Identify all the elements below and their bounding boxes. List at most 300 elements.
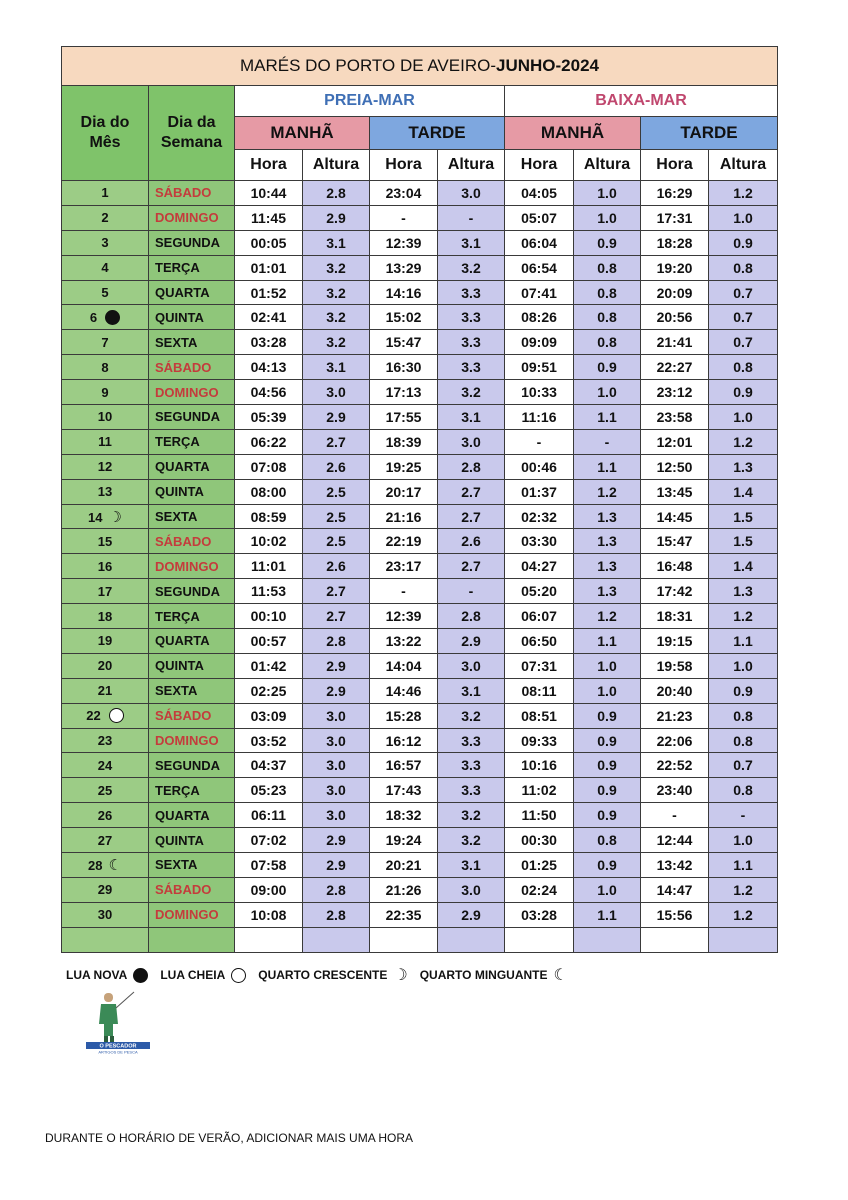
table-row (62, 205, 778, 230)
cell-preia-manha-altura: 3.2 (303, 330, 370, 355)
cell-day-of-month (62, 604, 149, 629)
cell-day-of-week: SÁBADO (149, 877, 235, 902)
cell-day-of-month (62, 181, 149, 206)
cell-baixa-manha-altura: 0.9 (574, 230, 641, 255)
cell-preia-tarde-altura: 3.2 (438, 828, 505, 853)
cell-day-of-month (62, 778, 149, 803)
cell-baixa-tarde-hora: 17:31 (641, 205, 709, 230)
cell-day-of-month (62, 853, 149, 878)
cell-baixa-manha-hora: 03:28 (505, 902, 574, 927)
cell-preia-manha-altura: 2.5 (303, 479, 370, 504)
cell-baixa-manha-altura: 0.8 (574, 828, 641, 853)
cell-baixa-tarde-altura: 0.8 (709, 728, 778, 753)
cell-baixa-tarde-hora: 14:47 (641, 877, 709, 902)
cell-baixa-manha-hora: 10:33 (505, 380, 574, 405)
cell-baixa-tarde-hora: 20:40 (641, 678, 709, 703)
cell-preia-manha-hora: 11:53 (235, 579, 303, 604)
cell-day-of-week: QUINTA (149, 479, 235, 504)
cell-baixa-manha-altura: 1.0 (574, 678, 641, 703)
first-quarter-moon-icon: ☽ (393, 967, 408, 984)
empty-cell (62, 927, 149, 952)
cell-baixa-manha-hora: 11:50 (505, 803, 574, 828)
cell-preia-manha-hora: 00:05 (235, 230, 303, 255)
cell-baixa-manha-hora: 06:54 (505, 255, 574, 280)
cell-preia-tarde-hora: 19:25 (370, 454, 438, 479)
cell-preia-manha-hora: 05:39 (235, 405, 303, 430)
day-number: 20 (97, 658, 113, 674)
cell-baixa-tarde-hora: 22:27 (641, 355, 709, 380)
cell-baixa-manha-hora: 00:30 (505, 828, 574, 853)
cell-baixa-tarde-hora: 23:40 (641, 778, 709, 803)
table-row (62, 330, 778, 355)
cell-preia-tarde-hora: 14:04 (370, 653, 438, 678)
cell-preia-manha-altura: 2.9 (303, 405, 370, 430)
cell-baixa-manha-hora: 09:09 (505, 330, 574, 355)
cell-baixa-manha-hora: 01:37 (505, 479, 574, 504)
cell-baixa-tarde-hora: 15:56 (641, 902, 709, 927)
cell-day-of-week: SEXTA (149, 504, 235, 529)
cell-baixa-tarde-hora: 21:23 (641, 703, 709, 728)
cell-baixa-tarde-altura: 1.4 (709, 554, 778, 579)
empty-cell (149, 927, 235, 952)
cell-day-of-week: SEGUNDA (149, 405, 235, 430)
cell-preia-manha-hora: 07:02 (235, 828, 303, 853)
cell-baixa-tarde-altura: 0.7 (709, 305, 778, 330)
cell-day-of-month (62, 629, 149, 654)
cell-preia-tarde-hora: 12:39 (370, 604, 438, 629)
cell-preia-manha-hora: 02:25 (235, 678, 303, 703)
cell-baixa-manha-hora: 06:07 (505, 604, 574, 629)
empty-cell (709, 927, 778, 952)
table-row (62, 305, 778, 330)
cell-preia-tarde-altura: 3.0 (438, 653, 505, 678)
cell-day-of-month (62, 380, 149, 405)
cell-baixa-manha-altura: 1.0 (574, 181, 641, 206)
cell-day-of-week: DOMINGO (149, 902, 235, 927)
daylight-saving-note: DURANTE O HORÁRIO DE VERÃO, ADICIONAR MAIS UMA HORA (45, 1131, 414, 1145)
table-row (62, 828, 778, 853)
tide-table (61, 46, 778, 953)
header-altura: Altura (574, 150, 641, 181)
table-row (62, 429, 778, 454)
cell-baixa-manha-hora: 07:41 (505, 280, 574, 305)
cell-baixa-tarde-hora: 12:44 (641, 828, 709, 853)
cell-day-of-week: TERÇA (149, 604, 235, 629)
cell-preia-manha-hora: 11:45 (235, 205, 303, 230)
cell-baixa-manha-hora: 05:20 (505, 579, 574, 604)
cell-preia-tarde-altura: 3.0 (438, 877, 505, 902)
cell-baixa-manha-altura: 0.8 (574, 255, 641, 280)
cell-baixa-manha-hora: 11:02 (505, 778, 574, 803)
cell-preia-manha-altura: 2.9 (303, 828, 370, 853)
cell-preia-tarde-hora: - (370, 579, 438, 604)
cell-day-of-week: TERÇA (149, 778, 235, 803)
cell-baixa-tarde-altura: 0.9 (709, 380, 778, 405)
cell-preia-manha-altura: 2.8 (303, 181, 370, 206)
day-number: 16 (97, 558, 113, 574)
cell-baixa-manha-altura: 1.0 (574, 380, 641, 405)
cell-preia-tarde-altura: 3.2 (438, 703, 505, 728)
cell-preia-manha-altura: 2.9 (303, 205, 370, 230)
cell-baixa-tarde-altura: 1.5 (709, 504, 778, 529)
table-row (62, 902, 778, 927)
table-row (62, 454, 778, 479)
cell-baixa-manha-hora: 11:16 (505, 405, 574, 430)
header-dia-da-semana: Dia da Semana (149, 86, 235, 181)
cell-preia-tarde-altura: 3.3 (438, 753, 505, 778)
cell-day-of-week: TERÇA (149, 429, 235, 454)
cell-baixa-tarde-altura: 0.7 (709, 280, 778, 305)
header-baixa-tarde: TARDE (641, 117, 778, 150)
table-row (62, 877, 778, 902)
table-row (62, 380, 778, 405)
cell-baixa-manha-altura: 0.8 (574, 305, 641, 330)
cell-baixa-tarde-altura: 1.4 (709, 479, 778, 504)
cell-preia-tarde-hora: 21:16 (370, 504, 438, 529)
cell-baixa-tarde-hora: 12:01 (641, 429, 709, 454)
day-number: 22 (86, 708, 101, 724)
cell-preia-tarde-altura: 2.7 (438, 554, 505, 579)
header-altura: Altura (303, 150, 370, 181)
cell-baixa-manha-altura: 1.1 (574, 902, 641, 927)
last-quarter-moon-icon: ☾ (553, 967, 568, 984)
cell-preia-tarde-altura: 3.0 (438, 429, 505, 454)
table-row (62, 181, 778, 206)
cell-preia-tarde-hora: 17:55 (370, 405, 438, 430)
cell-preia-manha-hora: 04:56 (235, 380, 303, 405)
cell-preia-manha-hora: 07:08 (235, 454, 303, 479)
cell-preia-manha-hora: 09:00 (235, 877, 303, 902)
cell-baixa-tarde-hora: 16:48 (641, 554, 709, 579)
empty-cell (370, 927, 438, 952)
cell-preia-tarde-hora: 22:35 (370, 902, 438, 927)
cell-day-of-month (62, 529, 149, 554)
table-row (62, 255, 778, 280)
table-row (62, 728, 778, 753)
cell-day-of-week: QUARTA (149, 280, 235, 305)
day-number: 13 (97, 484, 113, 500)
cell-baixa-tarde-altura: 1.2 (709, 429, 778, 454)
cell-preia-manha-altura: 2.7 (303, 604, 370, 629)
cell-preia-tarde-hora: 17:43 (370, 778, 438, 803)
header-baixa-manha: MANHÃ (505, 117, 641, 150)
cell-preia-tarde-hora: 22:19 (370, 529, 438, 554)
cell-day-of-month (62, 828, 149, 853)
cell-baixa-manha-altura: 1.3 (574, 529, 641, 554)
last-quarter-moon-icon: ☾ (108, 856, 122, 874)
cell-preia-tarde-hora: 15:02 (370, 305, 438, 330)
empty-cell (574, 927, 641, 952)
cell-preia-tarde-altura: 3.3 (438, 778, 505, 803)
day-number: 10 (97, 409, 113, 425)
cell-baixa-manha-hora: 03:30 (505, 529, 574, 554)
cell-baixa-manha-altura: 1.3 (574, 504, 641, 529)
legend-lua-cheia-label: LUA CHEIA (160, 968, 226, 982)
cell-baixa-manha-hora: 08:26 (505, 305, 574, 330)
cell-preia-manha-hora: 04:37 (235, 753, 303, 778)
header-hora: Hora (505, 150, 574, 181)
cell-preia-manha-altura: 2.8 (303, 629, 370, 654)
cell-day-of-month (62, 728, 149, 753)
empty-cell (641, 927, 709, 952)
cell-baixa-tarde-hora: 18:28 (641, 230, 709, 255)
legend-lua-nova-label: LUA NOVA (66, 968, 128, 982)
cell-baixa-tarde-altura: 1.0 (709, 205, 778, 230)
cell-preia-tarde-hora: 19:24 (370, 828, 438, 853)
cell-preia-tarde-altura: 3.3 (438, 355, 505, 380)
cell-baixa-manha-hora: 02:24 (505, 877, 574, 902)
cell-preia-tarde-hora: 12:39 (370, 230, 438, 255)
legend-quarto-minguante-label: QUARTO MINGUANTE (419, 968, 548, 982)
cell-baixa-tarde-hora: 23:12 (641, 380, 709, 405)
cell-preia-manha-altura: 3.0 (303, 728, 370, 753)
day-number: 26 (97, 807, 113, 823)
cell-baixa-tarde-altura: 1.2 (709, 181, 778, 206)
cell-baixa-tarde-hora: 18:31 (641, 604, 709, 629)
day-number: 8 (101, 359, 109, 375)
cell-preia-tarde-altura: 3.1 (438, 853, 505, 878)
cell-preia-tarde-altura: - (438, 205, 505, 230)
cell-preia-manha-hora: 01:01 (235, 255, 303, 280)
day-number: 4 (101, 260, 109, 276)
cell-baixa-manha-altura: 0.9 (574, 803, 641, 828)
cell-preia-tarde-altura: 2.7 (438, 504, 505, 529)
moon-legend (66, 965, 574, 985)
cell-baixa-manha-hora: 06:04 (505, 230, 574, 255)
table-row (62, 529, 778, 554)
cell-day-of-week: DOMINGO (149, 728, 235, 753)
empty-cell (438, 927, 505, 952)
cell-preia-tarde-altura: 2.6 (438, 529, 505, 554)
cell-preia-tarde-altura: 2.8 (438, 604, 505, 629)
cell-baixa-manha-altura: 1.1 (574, 454, 641, 479)
cell-day-of-week: DOMINGO (149, 380, 235, 405)
cell-preia-manha-altura: 3.0 (303, 380, 370, 405)
cell-preia-manha-hora: 00:57 (235, 629, 303, 654)
cell-baixa-manha-altura: - (574, 429, 641, 454)
cell-preia-manha-altura: 3.1 (303, 230, 370, 255)
header-hora: Hora (641, 150, 709, 181)
cell-baixa-manha-altura: 1.1 (574, 629, 641, 654)
table-row (62, 629, 778, 654)
cell-baixa-tarde-altura: 0.7 (709, 330, 778, 355)
cell-baixa-tarde-altura: 0.9 (709, 678, 778, 703)
cell-day-of-week: SÁBADO (149, 703, 235, 728)
cell-baixa-tarde-hora: 20:56 (641, 305, 709, 330)
cell-preia-manha-altura: 2.5 (303, 529, 370, 554)
cell-baixa-manha-hora: 07:31 (505, 653, 574, 678)
cell-preia-tarde-altura: 3.3 (438, 728, 505, 753)
cell-preia-tarde-hora: 15:47 (370, 330, 438, 355)
o-pescador-logo (82, 990, 154, 1054)
cell-day-of-month (62, 653, 149, 678)
header-dia-do-mes: Dia do Mês (62, 86, 149, 181)
cell-preia-tarde-hora: 14:16 (370, 280, 438, 305)
cell-preia-manha-altura: 3.2 (303, 280, 370, 305)
cell-day-of-month (62, 205, 149, 230)
day-number: 18 (97, 608, 113, 624)
cell-baixa-tarde-hora: 16:29 (641, 181, 709, 206)
cell-preia-tarde-altura: 3.3 (438, 280, 505, 305)
cell-preia-manha-altura: 3.2 (303, 255, 370, 280)
day-number: 11 (98, 434, 112, 450)
table-row (62, 678, 778, 703)
header-preia-tarde: TARDE (370, 117, 505, 150)
cell-baixa-manha-altura: 0.9 (574, 853, 641, 878)
cell-preia-manha-hora: 10:02 (235, 529, 303, 554)
day-number: 12 (97, 459, 113, 475)
cell-preia-tarde-hora: 20:21 (370, 853, 438, 878)
cell-day-of-month (62, 753, 149, 778)
cell-preia-tarde-hora: 20:17 (370, 479, 438, 504)
cell-preia-manha-hora: 03:09 (235, 703, 303, 728)
cell-day-of-week: DOMINGO (149, 554, 235, 579)
table-title (62, 47, 778, 86)
cell-day-of-week: DOMINGO (149, 205, 235, 230)
day-number: 29 (97, 882, 113, 898)
cell-day-of-month (62, 330, 149, 355)
cell-day-of-month (62, 703, 149, 728)
cell-day-of-month (62, 255, 149, 280)
cell-preia-tarde-altura: 3.2 (438, 255, 505, 280)
cell-baixa-tarde-altura: 0.7 (709, 753, 778, 778)
header-hora: Hora (370, 150, 438, 181)
day-number: 21 (97, 683, 113, 699)
cell-preia-manha-hora: 08:59 (235, 504, 303, 529)
cell-preia-tarde-hora: 16:57 (370, 753, 438, 778)
cell-day-of-week: QUINTA (149, 828, 235, 853)
cell-preia-tarde-hora: 23:04 (370, 181, 438, 206)
table-row (62, 479, 778, 504)
cell-baixa-manha-altura: 0.9 (574, 728, 641, 753)
table-row (62, 778, 778, 803)
day-number: 9 (101, 384, 109, 400)
cell-preia-tarde-altura: 3.0 (438, 181, 505, 206)
cell-baixa-tarde-altura: 1.3 (709, 454, 778, 479)
cell-day-of-week: SEXTA (149, 678, 235, 703)
cell-preia-tarde-altura: 3.2 (438, 380, 505, 405)
cell-baixa-tarde-altura: - (709, 803, 778, 828)
cell-day-of-week: SÁBADO (149, 181, 235, 206)
cell-day-of-week: SEGUNDA (149, 579, 235, 604)
logo-line2: ARTIGOS DE PESCA (98, 1049, 138, 1054)
table-row (62, 405, 778, 430)
cell-preia-tarde-hora: 21:26 (370, 877, 438, 902)
first-quarter-moon-icon: ☽ (108, 508, 122, 526)
cell-baixa-tarde-hora: 17:42 (641, 579, 709, 604)
cell-day-of-month (62, 355, 149, 380)
cell-day-of-month (62, 504, 149, 529)
cell-baixa-tarde-hora: 22:52 (641, 753, 709, 778)
cell-baixa-manha-altura: 0.9 (574, 753, 641, 778)
table-row (62, 703, 778, 728)
cell-baixa-tarde-hora: 13:42 (641, 853, 709, 878)
cell-baixa-manha-hora: 08:51 (505, 703, 574, 728)
cell-preia-manha-altura: 2.9 (303, 653, 370, 678)
empty-cell (235, 927, 303, 952)
new-moon-icon (133, 968, 148, 983)
table-row (62, 853, 778, 878)
cell-day-of-month (62, 678, 149, 703)
cell-baixa-tarde-altura: 0.8 (709, 255, 778, 280)
cell-preia-manha-hora: 00:10 (235, 604, 303, 629)
full-moon-icon (109, 708, 124, 723)
day-number: 25 (97, 782, 113, 798)
cell-preia-tarde-altura: 3.1 (438, 405, 505, 430)
cell-day-of-week: QUINTA (149, 305, 235, 330)
table-row (62, 554, 778, 579)
cell-baixa-tarde-hora: 13:45 (641, 479, 709, 504)
logo-line1: O PESCADOR (99, 1043, 137, 1050)
cell-baixa-tarde-hora: 15:47 (641, 529, 709, 554)
cell-baixa-tarde-altura: 1.2 (709, 877, 778, 902)
header-baixa-mar: BAIXA-MAR (505, 86, 778, 117)
table-row (62, 355, 778, 380)
cell-preia-manha-altura: 2.7 (303, 429, 370, 454)
cell-preia-manha-altura: 2.5 (303, 504, 370, 529)
day-number: 24 (97, 757, 113, 773)
cell-preia-tarde-altura: 3.1 (438, 678, 505, 703)
day-number: 23 (97, 733, 113, 749)
table-row (62, 803, 778, 828)
cell-preia-tarde-altura: 3.1 (438, 230, 505, 255)
cell-baixa-manha-altura: 0.9 (574, 703, 641, 728)
cell-preia-tarde-hora: - (370, 205, 438, 230)
cell-baixa-tarde-altura: 0.9 (709, 230, 778, 255)
day-number: 7 (101, 334, 109, 350)
cell-preia-manha-altura: 3.0 (303, 703, 370, 728)
cell-preia-tarde-altura: 3.2 (438, 803, 505, 828)
cell-baixa-manha-altura: 1.2 (574, 479, 641, 504)
cell-baixa-tarde-altura: 1.2 (709, 604, 778, 629)
cell-baixa-manha-altura: 1.0 (574, 653, 641, 678)
cell-preia-manha-hora: 05:23 (235, 778, 303, 803)
cell-preia-tarde-altura: 2.9 (438, 629, 505, 654)
cell-preia-tarde-hora: 15:28 (370, 703, 438, 728)
day-number: 15 (97, 533, 113, 549)
cell-baixa-tarde-hora: 19:20 (641, 255, 709, 280)
cell-baixa-tarde-hora: - (641, 803, 709, 828)
cell-baixa-manha-hora: 10:16 (505, 753, 574, 778)
cell-baixa-manha-hora: 08:11 (505, 678, 574, 703)
cell-day-of-week: SEXTA (149, 330, 235, 355)
table-row (62, 753, 778, 778)
cell-day-of-month (62, 230, 149, 255)
cell-preia-manha-hora: 02:41 (235, 305, 303, 330)
cell-preia-manha-hora: 07:58 (235, 853, 303, 878)
cell-preia-tarde-altura: - (438, 579, 505, 604)
table-row (62, 230, 778, 255)
cell-preia-manha-hora: 06:22 (235, 429, 303, 454)
cell-baixa-tarde-hora: 14:45 (641, 504, 709, 529)
cell-day-of-month (62, 554, 149, 579)
cell-day-of-week: QUARTA (149, 803, 235, 828)
cell-baixa-manha-hora: 01:25 (505, 853, 574, 878)
cell-preia-manha-hora: 01:52 (235, 280, 303, 305)
cell-day-of-week: TERÇA (149, 255, 235, 280)
cell-baixa-manha-hora: - (505, 429, 574, 454)
header-hora: Hora (235, 150, 303, 181)
cell-baixa-manha-altura: 0.8 (574, 280, 641, 305)
cell-preia-tarde-altura: 2.8 (438, 454, 505, 479)
cell-baixa-tarde-altura: 1.1 (709, 629, 778, 654)
cell-baixa-manha-hora: 04:05 (505, 181, 574, 206)
cell-baixa-tarde-hora: 22:06 (641, 728, 709, 753)
day-number: 6 (89, 309, 98, 325)
cell-baixa-manha-altura: 1.3 (574, 554, 641, 579)
cell-preia-tarde-altura: 3.3 (438, 305, 505, 330)
day-number: 2 (101, 210, 109, 226)
